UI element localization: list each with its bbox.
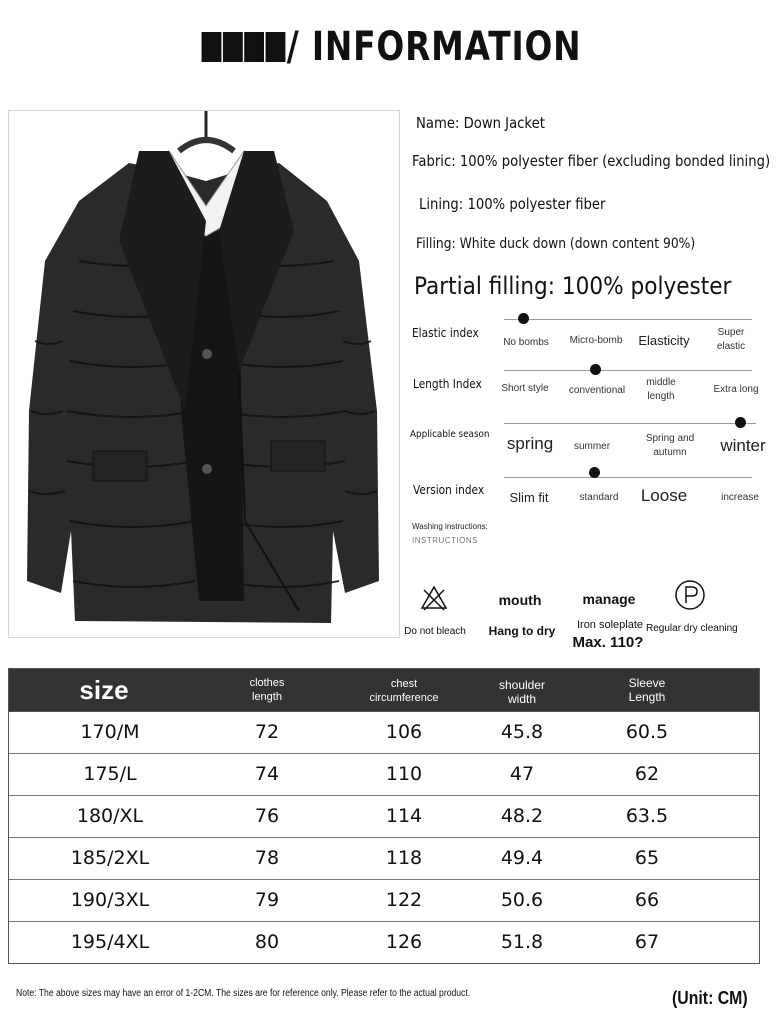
table-cell: 78 [254, 847, 280, 869]
table-row [9, 880, 759, 922]
washing-instructions [412, 520, 488, 548]
table-cell: 114 [385, 805, 423, 827]
header-shoulder: shoulder width [498, 678, 546, 706]
table-cell: 66 [634, 889, 660, 911]
elastic-option: No bombs [503, 337, 549, 348]
table-cell: 195/4XL [70, 931, 150, 953]
table-cell: 106 [385, 721, 423, 743]
season-index-scale [504, 423, 756, 424]
version-index-scale [504, 477, 752, 478]
missing-glyph-icon [223, 32, 243, 62]
table-cell: 190/3XL [70, 889, 150, 911]
size-table [8, 668, 760, 964]
length-option: middle length [646, 377, 676, 402]
table-row [9, 922, 759, 963]
elastic-index-scale [504, 319, 752, 320]
no-bleach-icon [420, 584, 448, 612]
unit-label: (Unit: CM) [672, 988, 748, 1008]
table-cell: 49.4 [500, 847, 544, 869]
info-partial-filling: Partial filling: 100% polyester [414, 272, 732, 300]
season-option: winter [720, 436, 766, 455]
season-index-label: Applicable season [410, 429, 490, 440]
table-cell: 118 [385, 847, 423, 869]
header-size: size [79, 675, 129, 705]
dry-clean-p-icon [674, 579, 706, 611]
table-row [9, 754, 759, 796]
version-option: increase [721, 492, 759, 503]
page-title [70, 24, 712, 70]
table-cell: 67 [634, 931, 660, 953]
table-row [9, 712, 759, 754]
season-option: Spring and autumn [645, 433, 695, 458]
table-cell: 76 [254, 805, 280, 827]
table-cell: 63.5 [625, 805, 669, 827]
table-cell: 50.6 [500, 889, 544, 911]
care-label: Do not bleach [404, 626, 466, 637]
table-cell: 126 [385, 931, 423, 953]
length-index-scale [504, 370, 752, 371]
table-body [9, 712, 759, 963]
table-cell: 62 [634, 763, 660, 785]
table-row [9, 838, 759, 880]
product-photo [8, 110, 400, 638]
table-cell: 65 [634, 847, 660, 869]
elastic-option: Elasticity [638, 333, 690, 348]
washing-label: Washing instructions: [412, 522, 488, 531]
table-cell: 51.8 [500, 931, 544, 953]
header-chest: chest circumference [369, 678, 439, 704]
version-index-label: Version index [413, 483, 485, 497]
table-cell: 79 [254, 889, 280, 911]
missing-glyph-icon [202, 32, 222, 62]
size-note: Note: The above sizes may have an error of 1-2CM. The sizes are for reference only. Please refer to the actual product. [16, 988, 471, 999]
table-cell: 72 [254, 721, 280, 743]
table-cell: 60.5 [625, 721, 669, 743]
version-option: standard [579, 492, 619, 503]
length-index-marker [590, 364, 601, 375]
header-sleeve: Sleeve Length [628, 676, 666, 704]
table-cell: 180/XL [76, 805, 144, 827]
washing-sub: INSTRUCTIONS [412, 536, 478, 545]
elastic-index-marker [518, 313, 529, 324]
missing-glyph-icon [244, 32, 264, 62]
elastic-index-label: Elastic index [412, 326, 479, 340]
table-cell: 122 [385, 889, 423, 911]
table-cell: 185/2XL [70, 847, 150, 869]
table-cell: 110 [385, 763, 423, 785]
season-option: summer [573, 441, 611, 452]
version-option: Loose [640, 486, 688, 505]
header-clothes-length: clothes length [249, 677, 285, 703]
table-cell: 74 [254, 763, 280, 785]
table-header [9, 669, 759, 712]
down-jacket-image [9, 111, 400, 638]
length-option: Short style [501, 383, 549, 394]
missing-glyph-icon [265, 32, 285, 62]
length-index-label: Length Index [413, 377, 482, 391]
table-cell: 80 [254, 931, 280, 953]
table-cell: 170/M [80, 721, 140, 743]
table-cell: 45.8 [500, 721, 544, 743]
care-label: Regular dry cleaning [646, 623, 738, 634]
length-option: conventional [568, 385, 626, 396]
length-option: Extra long [713, 384, 759, 395]
title-text: / INFORMATION [286, 24, 582, 70]
season-index-marker [735, 417, 746, 428]
elastic-option: Micro-bomb [569, 335, 623, 346]
table-cell: 175/L [83, 763, 137, 785]
table-row [9, 796, 759, 838]
care-extra: Max. 110? [572, 634, 644, 651]
info-fabric: Fabric: 100% polyester fiber (excluding bonded lining) [412, 152, 771, 170]
care-word: manage [582, 591, 636, 607]
info-lining: Lining: 100% polyester fiber [419, 195, 606, 213]
version-index-marker [589, 467, 600, 478]
care-word: mouth [498, 592, 542, 608]
elastic-option: Super elastic [716, 327, 746, 352]
care-label: Hang to dry [488, 624, 556, 638]
season-option: spring [506, 434, 554, 453]
table-cell: 48.2 [500, 805, 544, 827]
care-label: Iron soleplate [576, 619, 644, 631]
version-option: Slim fit [509, 490, 549, 505]
info-name: Name: Down Jacket [416, 114, 545, 132]
table-cell: 47 [509, 763, 535, 785]
info-filling: Filling: White duck down (down content 90%) [416, 236, 696, 252]
